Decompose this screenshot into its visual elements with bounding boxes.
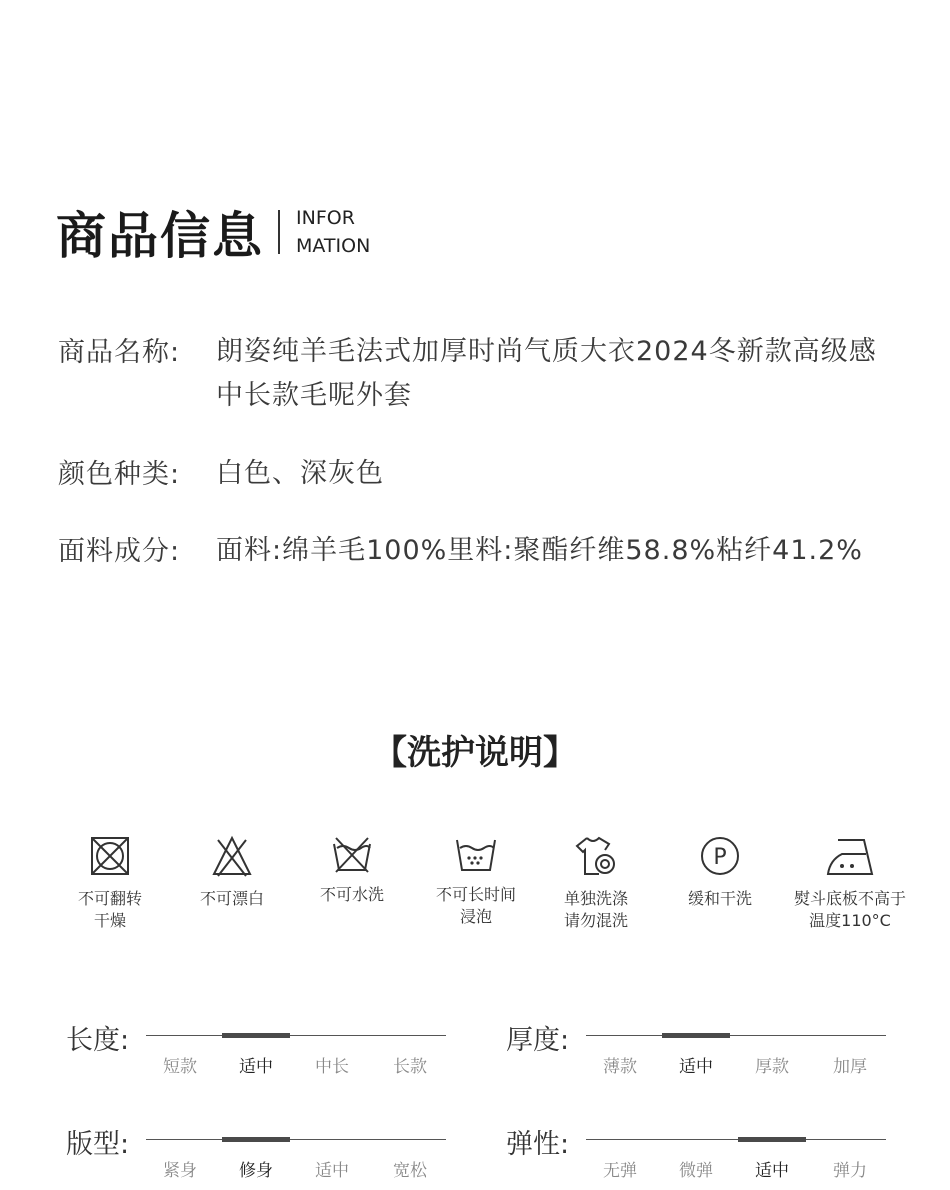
section-title: 商品信息 bbox=[56, 207, 264, 265]
section-title-en-line2: MATION bbox=[296, 235, 371, 257]
scale-option: 宽松 bbox=[393, 1161, 427, 1181]
iron-low-icon bbox=[824, 834, 876, 878]
product-color-label: 颜色种类: bbox=[58, 459, 181, 490]
care-label: 不可长时间 浸泡 bbox=[435, 885, 516, 926]
scale-option: 弹力 bbox=[833, 1161, 867, 1181]
scale-fit bbox=[66, 1122, 446, 1182]
product-color-value: 白色、深灰色 bbox=[216, 458, 384, 489]
product-fabric-row bbox=[58, 529, 896, 573]
scale-label: 版型: bbox=[66, 1129, 130, 1160]
care-icons bbox=[50, 834, 930, 964]
care-label: 缓和干洗 bbox=[687, 889, 752, 908]
scale-label: 厚度: bbox=[506, 1025, 570, 1056]
care-item-no-wash bbox=[302, 834, 402, 906]
no-tumble-dry-icon bbox=[88, 834, 132, 878]
care-item-gentle-dry-clean bbox=[670, 834, 770, 910]
care-label: 不可水洗 bbox=[319, 885, 384, 904]
scale-track bbox=[146, 1139, 446, 1140]
care-label: 熨斗底板不高于 温度110°C bbox=[793, 889, 906, 930]
title-divider bbox=[278, 210, 280, 254]
product-name-label: 商品名称: bbox=[58, 337, 181, 368]
no-soak-icon bbox=[453, 834, 499, 874]
svg-text:P: P bbox=[713, 845, 727, 870]
care-item-no-bleach bbox=[182, 834, 282, 910]
scale-indicator bbox=[738, 1137, 806, 1142]
no-bleach-icon bbox=[210, 834, 254, 878]
scale-option-selected: 修身 bbox=[239, 1161, 273, 1181]
product-name-value: 朗姿纯羊毛法式加厚时尚气质大衣2024冬新款高级感中长款毛呢外套 bbox=[216, 336, 877, 411]
product-fabric-value: 面料:绵羊毛100%里料:聚酯纤维58.8%粘纤41.2% bbox=[216, 535, 863, 566]
scale-indicator bbox=[662, 1033, 730, 1038]
care-item-no-tumble-dry bbox=[60, 834, 160, 932]
gentle-dry-clean-icon bbox=[698, 834, 742, 878]
scale-option-selected: 适中 bbox=[679, 1057, 713, 1077]
scale-option: 紧身 bbox=[163, 1161, 197, 1181]
section-title-en bbox=[296, 204, 370, 260]
scale-indicator bbox=[222, 1137, 290, 1142]
care-label: 单独洗涤 请勿混洗 bbox=[563, 889, 628, 930]
scale-option-selected: 适中 bbox=[239, 1057, 273, 1077]
scale-label: 弹性: bbox=[506, 1129, 570, 1160]
section-header bbox=[56, 196, 370, 268]
care-item-iron-low bbox=[780, 834, 920, 932]
scale-length bbox=[66, 1018, 446, 1078]
scale-option: 无弹 bbox=[603, 1161, 637, 1181]
scale-option: 中长 bbox=[315, 1057, 349, 1077]
scale-track bbox=[146, 1035, 446, 1036]
care-item-no-soak bbox=[420, 834, 532, 928]
scale-label: 长度: bbox=[66, 1025, 130, 1056]
product-name-row bbox=[58, 330, 896, 418]
wash-separately-icon bbox=[573, 834, 619, 878]
scale-option: 长款 bbox=[393, 1057, 427, 1077]
no-wash-icon bbox=[330, 834, 374, 874]
scale-elasticity bbox=[506, 1122, 886, 1182]
care-title: 【洗护说明】 bbox=[373, 733, 577, 773]
scale-option: 薄款 bbox=[603, 1057, 637, 1077]
scale-option-selected: 适中 bbox=[755, 1161, 789, 1181]
product-fabric-label: 面料成分: bbox=[58, 536, 181, 567]
section-title-en-line1: INFOR bbox=[296, 207, 355, 229]
scale-thickness bbox=[506, 1018, 886, 1078]
scale-track bbox=[586, 1139, 886, 1140]
scale-option: 适中 bbox=[315, 1161, 349, 1181]
care-label: 不可翻转 干燥 bbox=[77, 889, 142, 930]
scale-option: 加厚 bbox=[833, 1057, 867, 1077]
care-item-wash-separately bbox=[546, 834, 646, 932]
scale-option: 微弹 bbox=[679, 1161, 713, 1181]
scale-track bbox=[586, 1035, 886, 1036]
product-color-row bbox=[58, 452, 896, 496]
scale-option: 厚款 bbox=[755, 1057, 789, 1077]
care-label: 不可漂白 bbox=[199, 889, 264, 908]
scale-indicator bbox=[222, 1033, 290, 1038]
scale-option: 短款 bbox=[163, 1057, 197, 1077]
